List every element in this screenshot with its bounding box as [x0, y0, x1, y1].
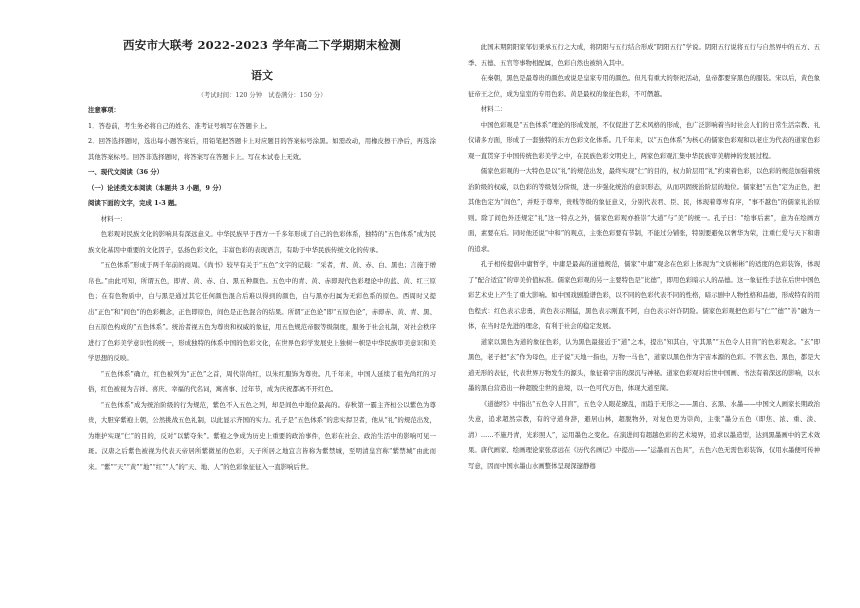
notice-item-2: 2．回答选择题时，选出每小题答案后，用铅笔把答题卡上对应题目的答案标号涂黑。如需改动，用橡皮擦干净后，再选涂其他答案标号。回答非选择题时，将答案写在答题卡上。写在本试卷上无效。: [88, 137, 436, 161]
instruction: 阅读下面的文字，完成 1-3 题。: [88, 199, 181, 207]
subject-heading: 语文: [251, 69, 273, 82]
exam-meta: （考试时间：120 分钟 试卷满分：150 分）: [197, 92, 327, 99]
left-paragraph-3: “五色体系”确立，红色被列为“正色”之首，周代崇尚红，以朱红服饰为尊贵。几千年来，中国人延续了祖先尚红的习俗，红色被视为吉祥、喜庆、幸福的代名词，寓喜事、过年节，成为庆祝都离不开红色。: [88, 369, 436, 393]
part1a-heading: （一）论述类文本阅读（本题共 3 小题，9 分）: [88, 183, 225, 192]
right-paragraph-6: 道家以黑色为道的象征色彩，认为黑色最接近于“道”之本，提出“知其白，守其黑”“五色令人目盲”的色彩观念。“玄”即黑色，老子把“玄”作为母色，庄子说“天地一指也，万物一马也”，道家以黑色作为宇宙本源的色彩。不管玄色、黑色，都是大道无形的表征，代表世界万物发生的源头，象征着宇宙的深沉与神秘。道家色彩观对后世中国画、书法有着深远的影响，以水墨的黑白营造出一种超脱尘世的意境，以一色可代万色，体现大道至简。: [468, 337, 820, 392]
material1-label: 材料一：: [100, 214, 127, 223]
right-paragraph-2: 在秦朝，黑色是最尊贵的颜色或说是皇家专用的颜色。但凡有重大的祭祀活动，皇帝都要穿黑色的服装。宋以后，黄色象征帝王之位，成为皇室的专用色彩。黄是最权的象征色彩，不可僭越。: [468, 74, 820, 98]
left-paragraph-4: “五色体系”成为统治阶级的行为规范，紫色不入五色之列，却是间色中地位最高的。春秋第一霸主齐桓公以紫色为尊贵，大胆穿紫袍上朝，公然挑战五色礼制，以此显示齐国的实力。孔子是“五色体系”的忠实捍卫者，他从“礼”的规范出发，为维护实现“仁”的目的，反对“以紫夺朱”。紫袍之争成为历史上重要的政治事件，色彩在社会、政治生活中的影响可见一斑。汉唐之后紫色被视为代表天帝居所紫微星的色彩，天子所居之地宜言皆称为紫禁城，至明清皇宫称“紫禁城”由此而来。“紫”“天”“黄”“地”“红”“人”的“天、地、人”的色彩象征征入一直影响后世。: [88, 400, 436, 471]
exam-title: 西安市大联考 2022-2023 学年高二下学期期末检测: [123, 38, 401, 52]
left-paragraph-2: “五色体系”形成于两千年前的商周。《尚书》较早有关于“五色”文字的记载：“采者，青、黄、赤、白、黑也；言施于缯帛也。”由此可知，所谓五色，即青、黄、赤、白、黑五种颜色。五色中的青、黄、赤即现代色彩理论中的蓝、黄、红三原色；在有色物质中，白与黑是通过其它任何颜色混合后难以得到的颜色，白与黑亦归属为无彩色系的原色。西周时又提出“正色”和“间色”的色彩概念，正色即原色，间色是正色混合的结果。所谓“正色论”即“五原色论”，赤即赤、黄、青、黑、白五原色构成的“五色体系”。统治者视五色为尊贵和权威的象征，用五色规范帝服等级制度，服务于社会礼制，对社会秩序进行了色彩美学意识性的统一，形成独特的体系中国的色彩文化，在世界色彩学发展史上独树一帜是中华民族审美意识和美学思想的反映。: [88, 261, 436, 362]
notice-heading: 注意事项：: [88, 106, 120, 114]
right-paragraph-7: 《道德经》中指出“五色令人目盲”，五色令人眼花缭乱，而趋于无形之——黑白、玄黑、水墨——中国文人画家长期政治失意，追求超然宗教，有的守道身辞，避居山林，超脱物外，对复色更为崇尚，主张“墨分五色（即焦、浓、重、淡、清）……不施丹青，光彩照人”，运用墨色之变化。在演进间有超越色彩的艺术境界，追求以墨造型，达到黑墨画中的艺术效果。唐代画家、绘画理论家张彦远在《历代名画记》中提出——“运墨而五色具”，五色六色无需色彩装饰，仅用水墨便可传神写意，因而中国水墨山水画整体呈现深邃静穆: [468, 399, 820, 470]
right-paragraph-3: 中国色彩观是“五色体系”理论的形成发展，不仅促进了艺术风格的形成，也广泛影响着当时社会人们的日常生活宗教、礼仪诸多方面，形成了一套独特的东方色彩文化体系。几千年来，以“五色体系”为核心的儒家色彩观和以老庄为代表的道家色彩观一直贯穿于中国传统色彩美学之中，在民族色彩文明史上，两家色彩观汇集中华民族审美精神的发展过程。: [468, 120, 820, 160]
notice-item-1: 1．答卷前，考生务必将自己的姓名、准考证号填写在答题卡上。: [88, 121, 272, 130]
material2-label: 材料二：: [480, 105, 507, 113]
notice-block: [88, 103, 436, 475]
right-text-block: [468, 40, 820, 474]
right-paragraph-4: 儒家色彩观的一大特色是以“礼”的规范出发，最终实现“仁”的目的，权力阶层用“礼”约束着色彩，以色彩的规范加强着统治阶级的权威，以色彩的等级划分阶级，进一步强化统治的意识形态，从而巩固统治阶层的地位。儒家把“五色”定为正色，把其他色定为“间色”，并贬于尊卑，贵贱等级的象征意义，分别代表君、臣、民，体现着尊卑有序，“事不越色”的儒家礼治原则。除了间色外还规定“礼”这一特点之外，儒家色彩观亦推崇“大道”与“美”的统一。孔子曰：“绘事后素”，意为在绘画方面，素要在后。同时他还说“中和”的观点，主张色彩要有节制，不能过分铺张，特别要避免以奢华为荣，注重仁爱与天下和谐的追求。: [468, 167, 820, 253]
left-paragraph-1: 色彩观对民族文化的影响具有深远意义。中华民族早于西方一千多年形成了自己的色彩体系，独特的“五色体系”成为民族文化基因中重要的文化因子，弘扬色彩文化，丰富色彩的表现语言，有助于中华民族传统文化的传承。: [88, 230, 436, 254]
part1-heading: 一、现代文阅读（36 分）: [88, 168, 164, 176]
right-paragraph-1: 此国末期阴阳家邹衍秉承五行之大成，将阴阳与五行结合形成“阴阳五行”学说。阴阳五行说将五行与自然界中的五方、五季、五德、五官等事物相配属，色彩自然也被纳入其中。: [468, 43, 820, 67]
right-paragraph-5: 孔子相传提倡中庸哲学，中庸是最高的道德规范，儒家“中庸”观念在色彩上体现为“文质彬彬”的适度的色彩装饰，体现了“配合适宜”的审美价值标准。儒家色彩观的另一主要特色是“比德”，即用色彩暗示人的品德。这一象征性手法在后世中国色彩艺术史上产生了重大影响。如中国戏剧脸谱色彩，以不同的色彩代表不同的性格，暗示剧中人物性格和品德，形成特有的用色程式：红色表示忠勇，黄色表示刚猛，黑色表示刚直不阿，白色表示奸诈阴险。儒家色彩观把色彩与“仁”“德”“善”融为一体，在当时是先进的理念，有利于社会的稳定发展。: [468, 260, 820, 330]
